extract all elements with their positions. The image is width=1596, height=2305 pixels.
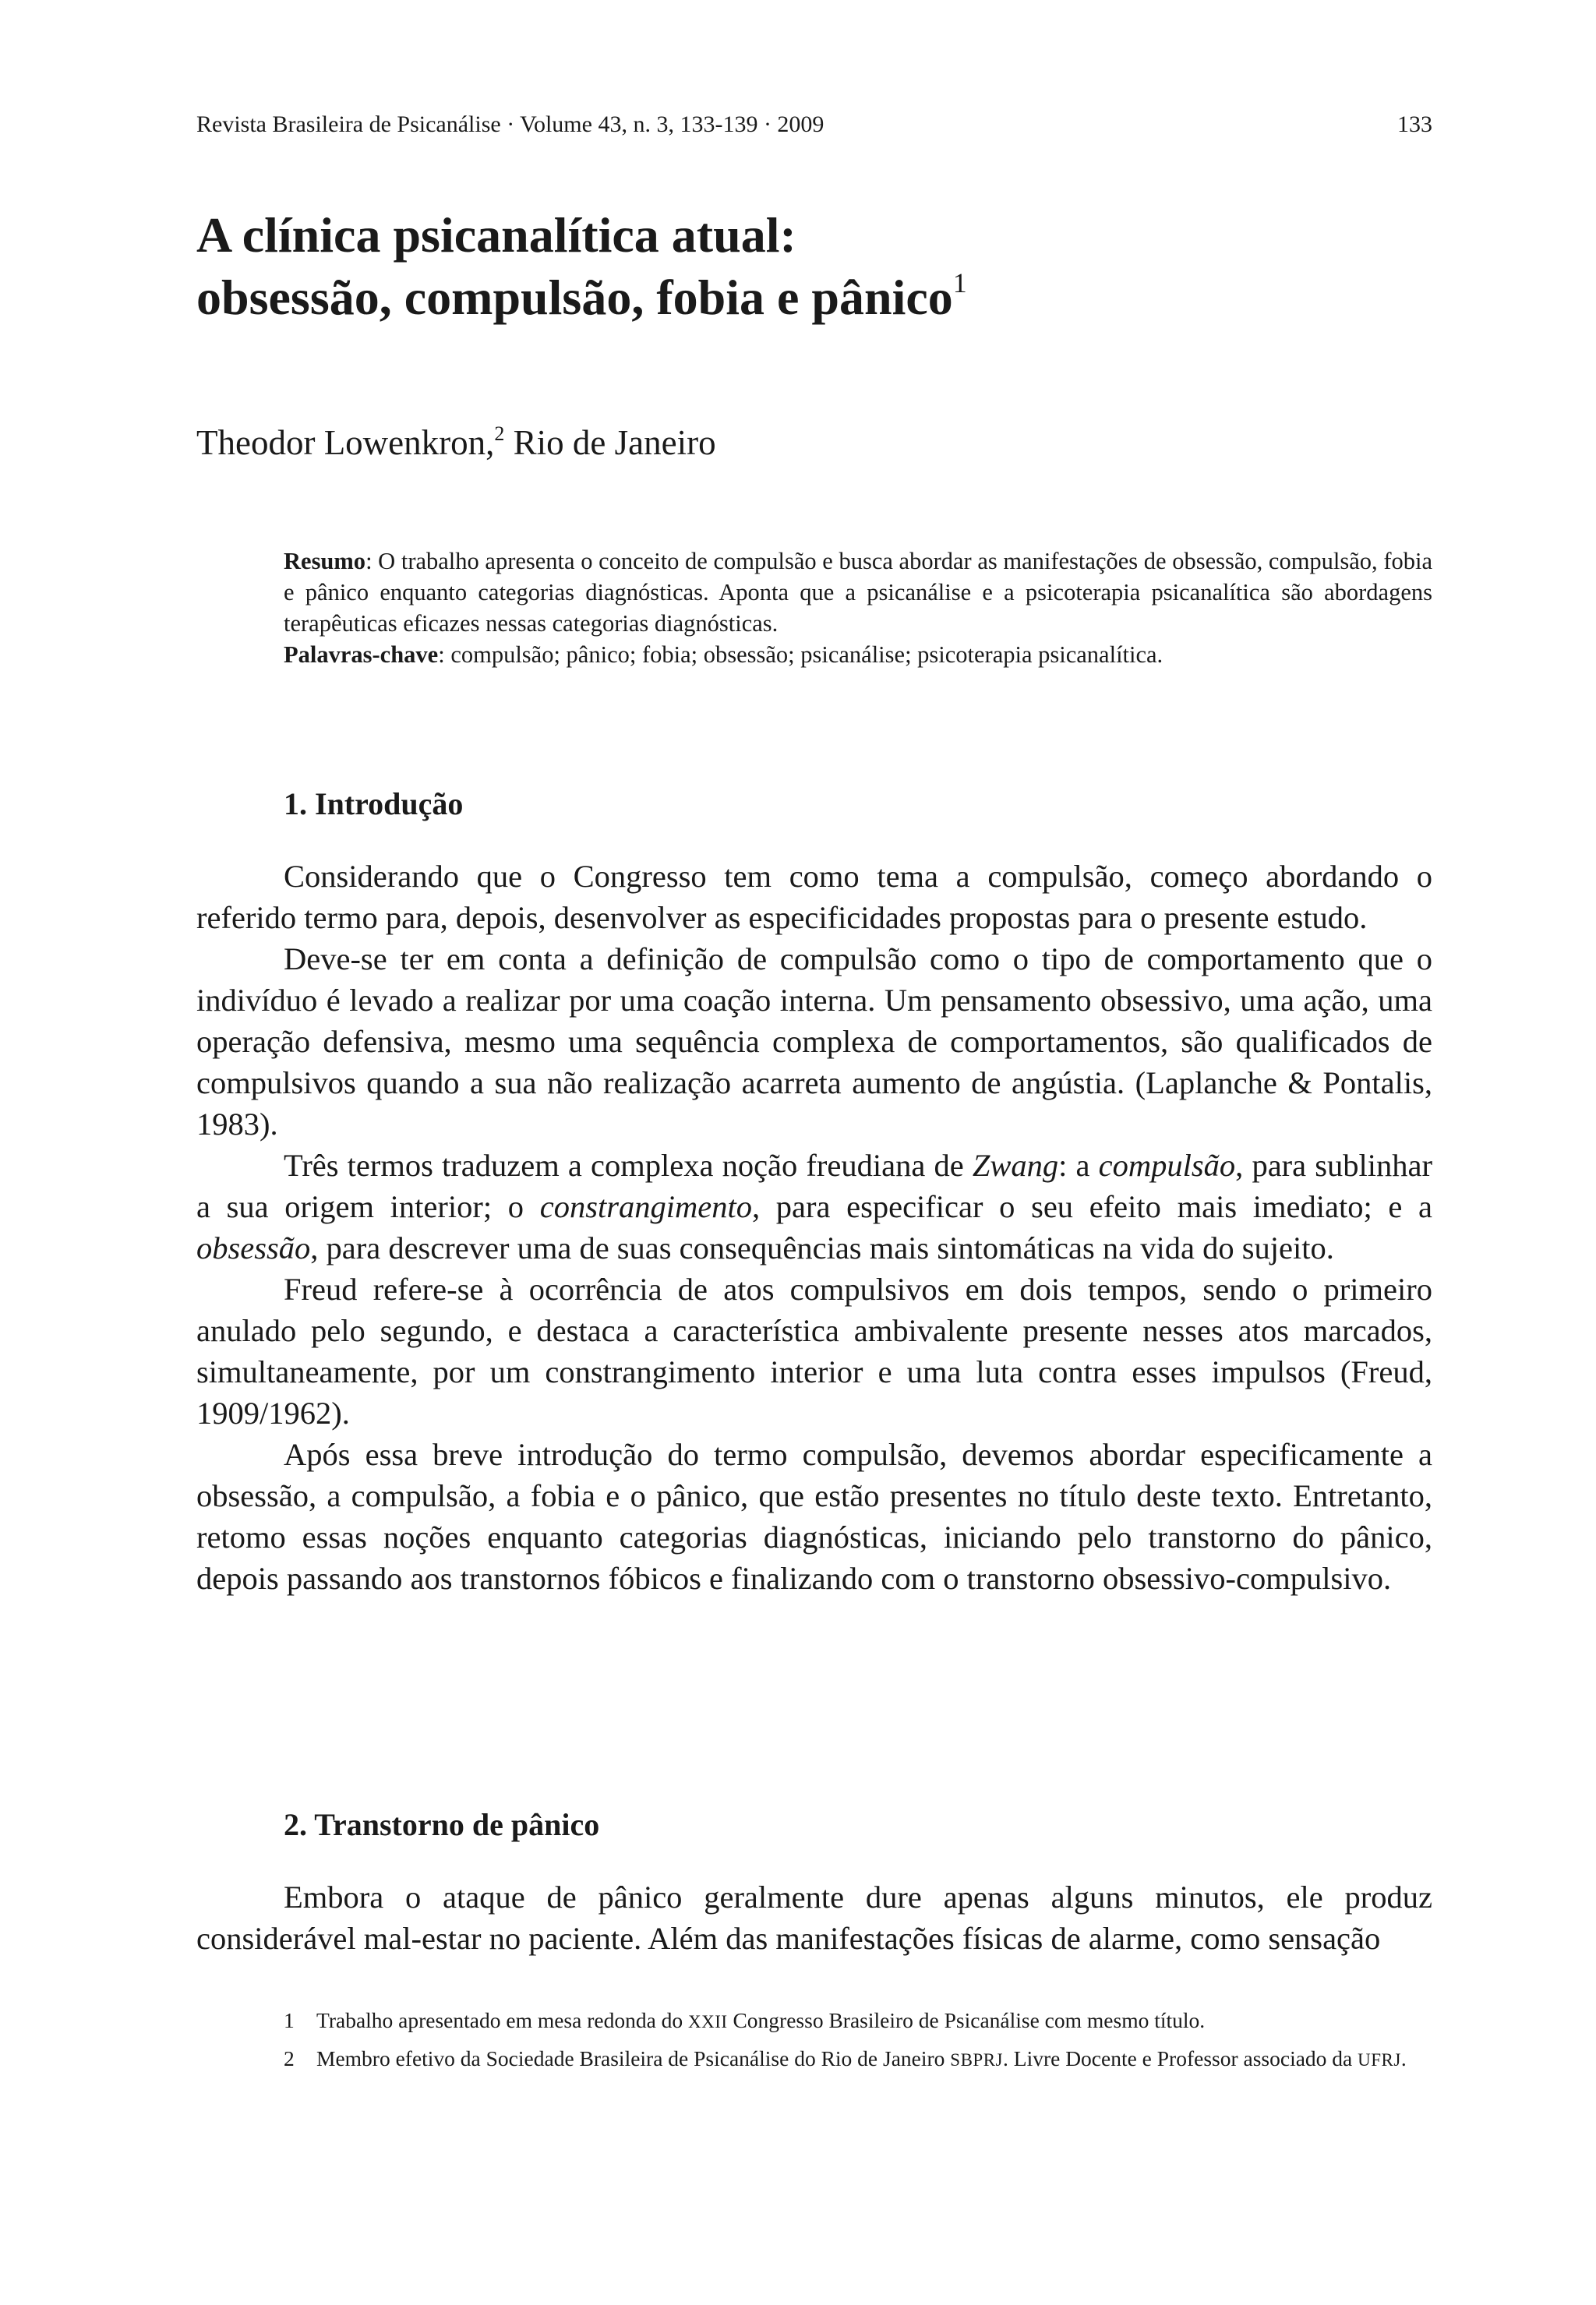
abstract-text: : O trabalho apresenta o conceito de compulsão e busca abordar as manifestações de obsessão, compulsão, fobia e pânico enquanto categorias diagnósticas. Aponta que a psicanálise e a psicoterapia psicanalítica são abordagens terapêuticas eficazes nessas categorias diagnósticas. <box>284 548 1432 637</box>
author-location: Rio de Janeiro <box>504 423 716 462</box>
section-body-introducao <box>196 856 1432 1599</box>
journal-citation: Revista Brasileira de Psicanálise · Volume 43, n. 3, 133-139 · 2009 <box>196 111 824 137</box>
title-footnote-mark[interactable]: 1 <box>952 267 967 298</box>
section-body-transtorno-panico <box>196 1876 1432 1959</box>
term-compulsao: compulsão <box>1098 1148 1236 1183</box>
footnote-2: 2 Membro efetivo da Sociedade Brasileira de Psicanálise do Rio de Janeiro SBPRJ. Livre Docente e Professor associado da UFRJ. <box>284 2046 1407 2070</box>
footnote-number: 1 <box>284 2008 295 2032</box>
page-number: 133 <box>1397 111 1432 137</box>
footnote-1: 1 Trabalho apresentado em mesa redonda do XXII Congresso Brasileiro de Psicanálise com mesmo título. <box>284 2008 1206 2032</box>
author-name: Theodor Lowenkron, <box>196 423 495 462</box>
section-heading-introducao: 1. Introdução <box>284 786 464 821</box>
footnote-number: 2 <box>284 2046 295 2070</box>
keywords-paragraph <box>284 639 1432 670</box>
section-heading-transtorno-panico: 2. Transtorno de pânico <box>284 1807 600 1842</box>
title-line-2: obsessão, compulsão, fobia e pânico <box>196 270 953 325</box>
abstract <box>284 545 1432 670</box>
paragraph: Deve-se ter em conta a definição de compulsão como o tipo de comportamento que o indivíduo é levado a realizar por uma coação interna. Um pensamento obsessivo, uma ação, uma operação defensiva, mesmo uma sequência complexa de comportamentos, são qualificados de compulsivos quando a sua não realização acarreta aumento de angústia. (Laplanche & Pontalis, 1983). <box>196 941 1432 1142</box>
term-constrangimento: constrangimento <box>539 1189 752 1224</box>
paragraph: Considerando que o Congresso tem como tema a compulsão, começo abordando o referido termo para, depois, desenvolver as especificidades propostas para o presente estudo. <box>196 859 1432 935</box>
author-footnote-mark[interactable]: 2 <box>494 422 505 445</box>
author-line <box>196 421 716 464</box>
paragraph: Freud refere-se à ocorrência de atos compulsivos em dois tempos, sendo o primeiro anulado pelo segundo, e destaca a característica ambivalente presente nesses atos marcados, simultaneamente, por um constrangimento interior e uma luta contra esses impulsos (Freud, 1909/1962). <box>196 1272 1432 1431</box>
paragraph: Embora o ataque de pânico geralmente dure apenas alguns minutos, ele produz considerável mal-estar no paciente. Além das manifestações físicas de alarme, como sensação <box>196 1880 1432 1956</box>
abstract-paragraph <box>284 545 1432 639</box>
footnotes <box>284 2007 1432 2084</box>
abstract-label: Resumo <box>284 548 366 574</box>
paragraph: Após essa breve introdução do termo compulsão, devemos abordar especificamente a obsessão, a compulsão, a fobia e o pânico, que estão presentes no título deste texto. Entretanto, retomo essas noções enquanto categorias diagnósticas, iniciando pelo transtorno do pânico, depois passando aos transtornos fóbicos e finalizando com o transtorno obsessivo-compulsivo. <box>196 1437 1432 1596</box>
paragraph: Três termos traduzem a complexa noção freudiana de Zwang: a compulsão, para sublinhar a sua origem interior; o constrangimento, para especificar o seu efeito mais imediato; e a obsessão, para descrever uma de suas consequências mais sintomáticas na vida do sujeito. <box>196 1148 1433 1265</box>
keywords-label: Palavras-chave <box>284 641 439 668</box>
title-line-1: A clínica psicanalítica atual: <box>196 207 796 263</box>
term-obsessao: obsessão <box>196 1230 311 1265</box>
keywords-text: : compulsão; pânico; fobia; obsessão; psicanálise; psicoterapia psicanalítica. <box>438 641 1163 668</box>
running-head <box>196 109 1432 140</box>
term-zwang: Zwang <box>972 1148 1059 1183</box>
article-title <box>196 204 1432 329</box>
